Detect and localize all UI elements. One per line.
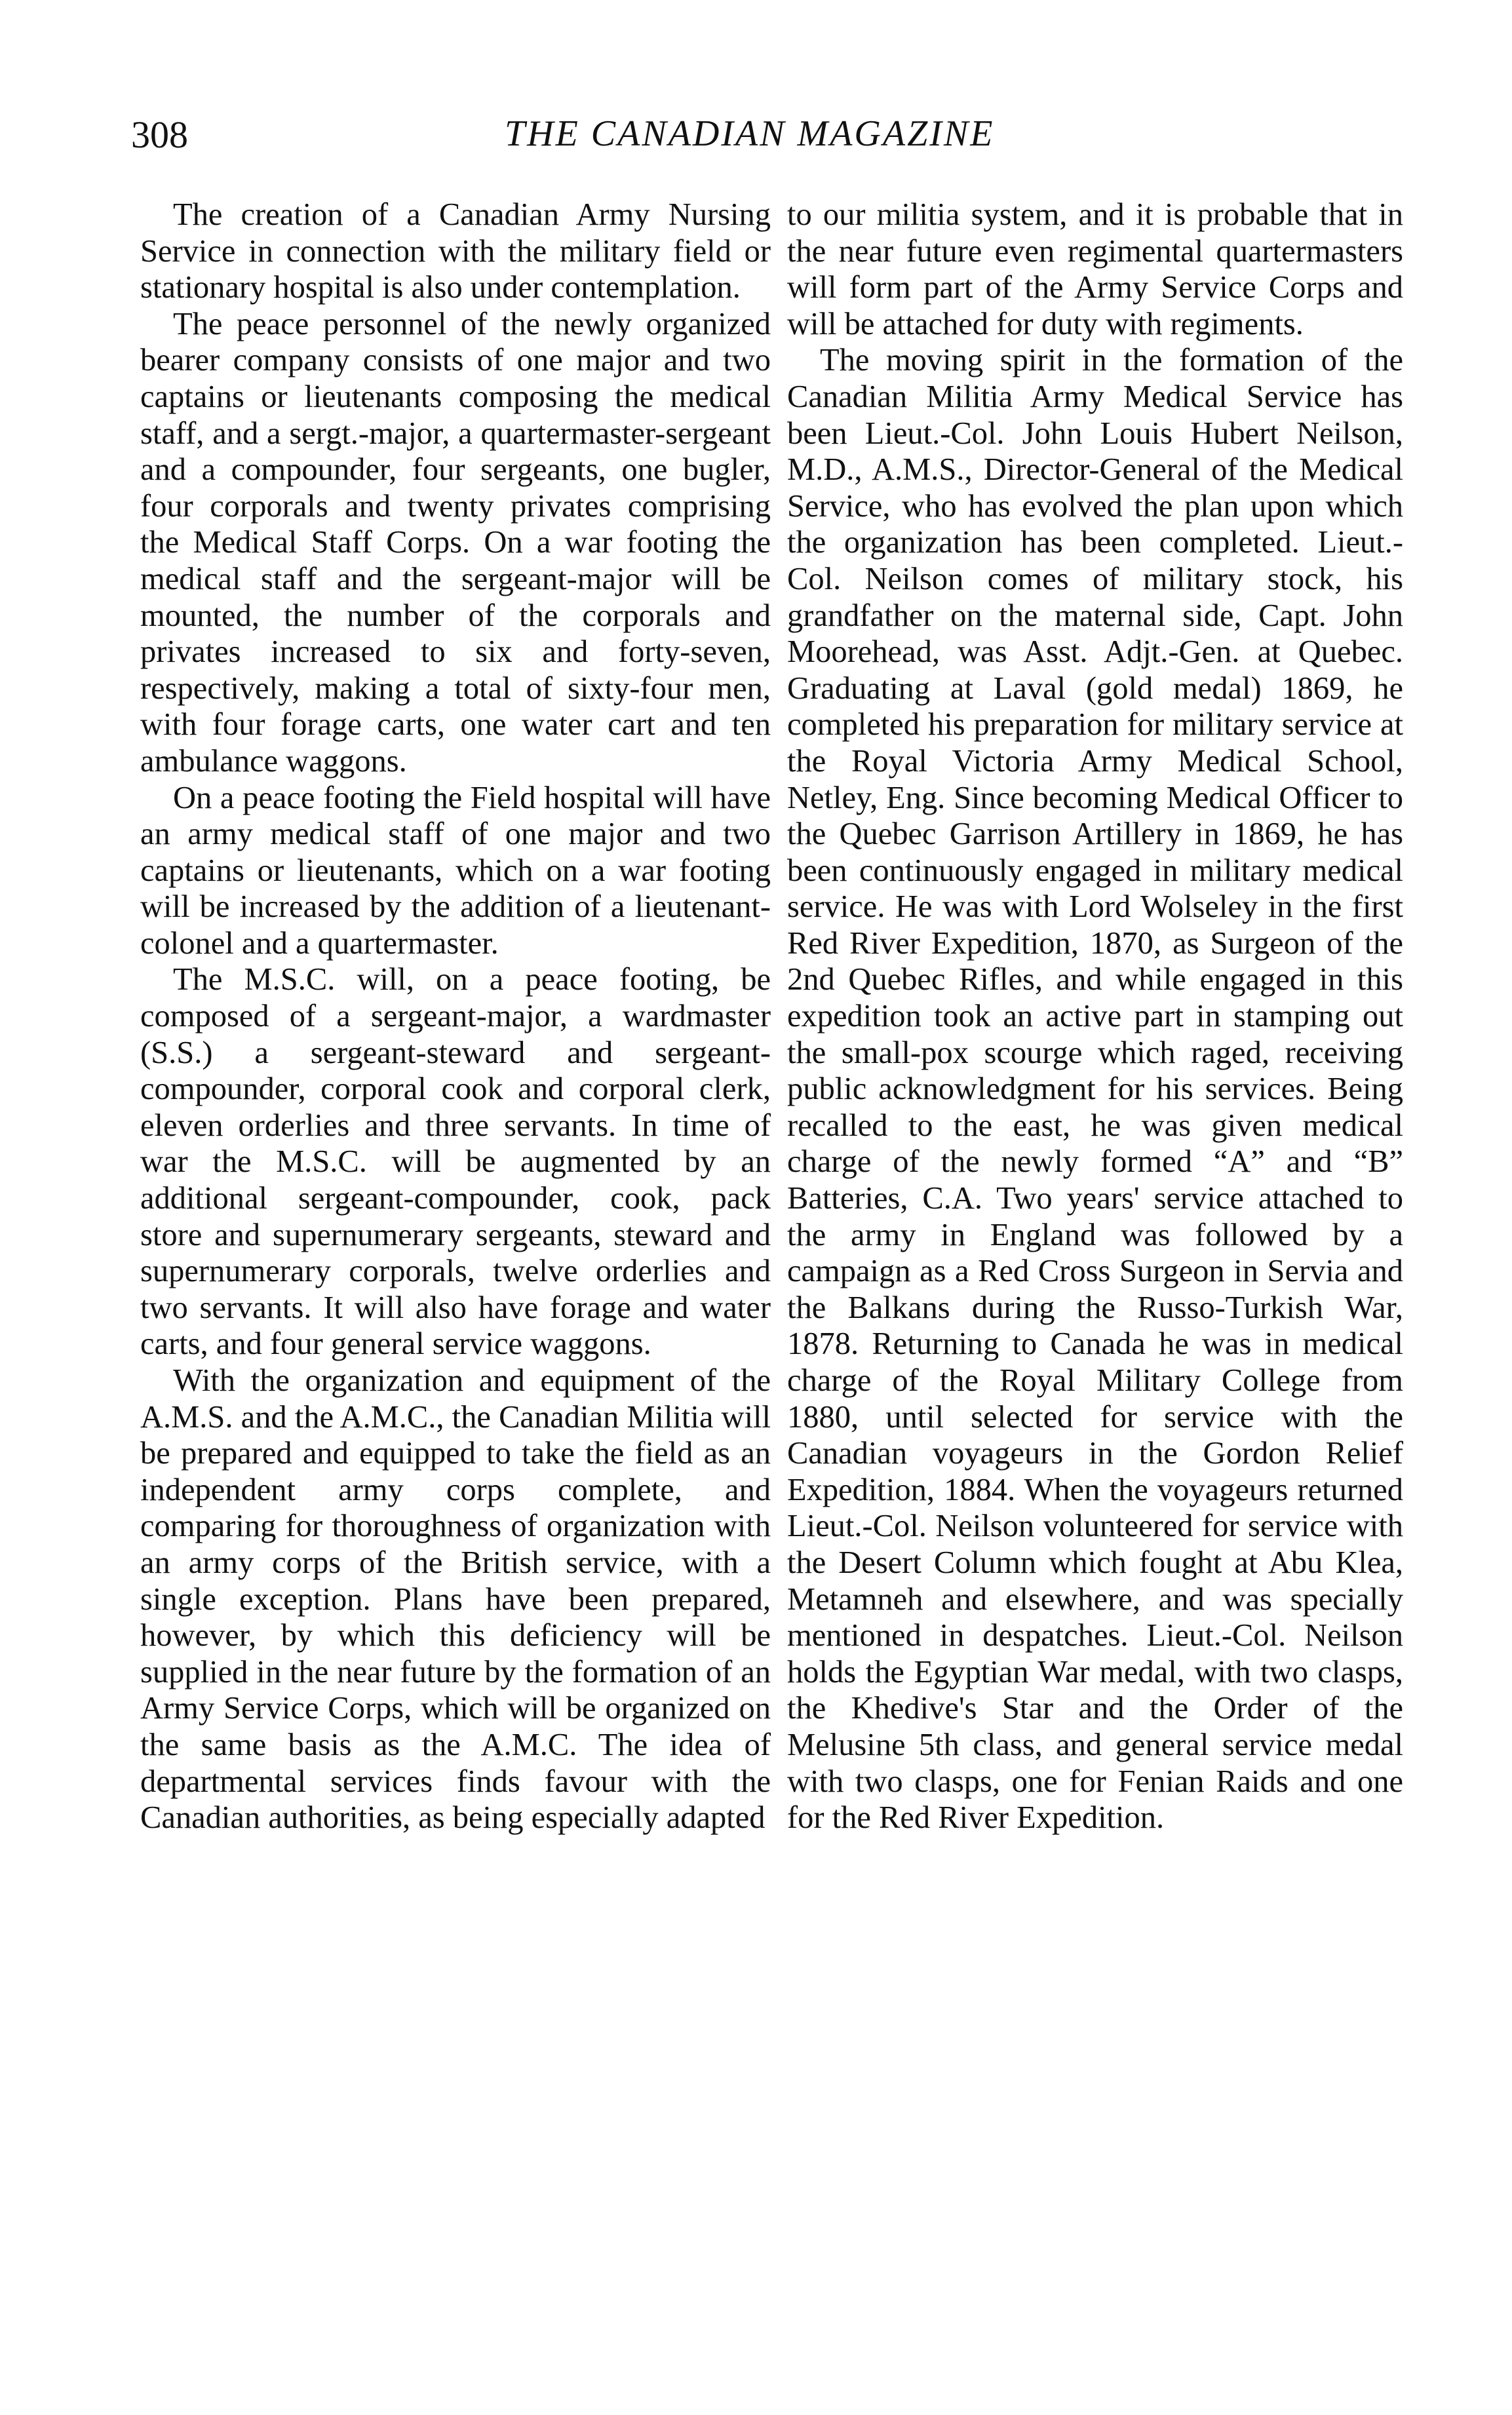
page-header — [131, 113, 1062, 165]
paragraph: On a peace footing the Field hospital will have an army medical staff of one major and two captains or lieutenants, which on a war footing will be increased by the addition of a lieutenant-colonel and a quartermaster. — [140, 780, 771, 961]
paragraph-continued: to our militia system, and it is probable that in the near future even regimental quartermasters will form part of the Army Service Corps and will be attached for duty with regiments. — [787, 197, 1403, 341]
page-number: 308 — [131, 113, 188, 156]
paragraph: With the organization and equipment of the A.M.S. and the A.M.C., the Canadian Militia will be prepared and equipped to take the field as an independent army corps complete, and comparing for thoroughness of organization with an army corps of the British service, with a single exception. Plans have been prepared, however, by which this deficiency will be supplied in the near future by the formation of an Army Service Corps, which will be organized on the same basis as the A.M.C. The idea of departmental services finds favour with the Canadian authorities, as being especially adapted — [140, 1363, 771, 1836]
running-title: THE CANADIAN MAGAZINE — [505, 113, 995, 154]
paragraph: The M.S.C. will, on a peace footing, be composed of a sergeant-major, a wardmaster (S.S.) a sergeant-steward and sergeant-compounder, corporal cook and corporal clerk, eleven orderlies and three servants. In time of war the M.S.C. will be augmented by an additional sergeant-compounder, cook, pack store and supernumerary sergeants, steward and supernumerary corporals, twelve orderlies and two servants. It will also have forage and water carts, and four general service waggons. — [140, 962, 771, 1362]
right-column — [787, 197, 1403, 1836]
paragraph: The creation of a Canadian Army Nursing Service in connection with the military field or stationary hospital is also under contemplation. — [140, 197, 771, 305]
paragraph: The moving spirit in the formation of the Canadian Militia Army Medical Service has been Lieut.-Col. John Louis Hubert Neilson, M.D., A.M.S., Director-General of the Medical Service, who has evolved the plan upon which the organization has been completed. Lieut.-Col. Neilson comes of military stock, his grandfather on the maternal side, Capt. John Moorehead, was Asst. Adjt.-Gen. at Quebec. Graduating at Laval (gold medal) 1869, he completed his preparation for military service at the Royal Victoria Army Medical School, Netley, Eng. Since becoming Medical Officer to the Quebec Garrison Artillery in 1869, he has been continuously engaged in military medical service. He was with Lord Wolseley in the first Red River Expedition, 1870, as Surgeon of the 2nd Quebec Rifles, and while engaged in this expedition took an active part in stamping out the small-pox scourge which raged, receiving public acknowledgment for his services. Being recalled to the east, he was given medical charge of the newly formed “A” and “B” Batteries, C.A. Two years' service attached to the army in England was followed by a campaign as a Red Cross Surgeon in Servia and the Balkans during the Russo-Turkish War, 1878. Returning to Canada he was in medical charge of the Royal Military College from 1880, until selected for service with the Canadian voyageurs in the Gordon Relief Expedition, 1884. When the voyageurs returned Lieut.-Col. Neilson volunteered for service with the Desert Column which fought at Abu Klea, Metamneh and elsewhere, and was specially mentioned in despatches. Lieut.-Col. Neilson holds the Egyptian War medal, with two clasps, the Khedive's Star and the Order of the Melusine 5th class, and general service medal with two clasps, one for Fenian Raids and one for the Red River Expedition. — [787, 343, 1403, 1836]
left-column — [140, 197, 771, 1836]
paragraph: The peace personnel of the newly organized bearer company consists of one major and two captains or lieutenants composing the medical staff, and a sergt.-major, a quartermaster-sergeant and a compounder, four sergeants, one bugler, four corporals and twenty privates comprising the Medical Staff Corps. On a war footing the medical staff and the sergeant-major will be mounted, the number of the corporals and privates increased to six and forty-seven, respectively, making a total of sixty-four men, with four forage carts, one water cart and ten ambulance waggons. — [140, 306, 771, 779]
